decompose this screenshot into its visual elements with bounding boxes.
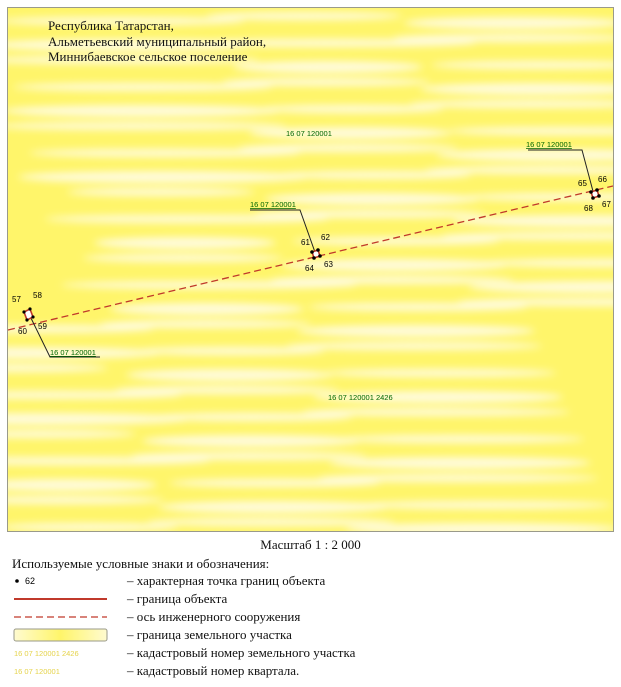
region-line-republic: Республика Татарстан, [48, 18, 174, 33]
legend-parcel-number-symbol [12, 644, 117, 662]
legend-point-symbol [12, 572, 117, 590]
quarter-number-top: 16 07 120001 [286, 129, 332, 138]
region-caption [48, 18, 266, 65]
parcel-texture-band [61, 281, 357, 289]
legend-text-axis: – ось инженерного сооружения [127, 609, 301, 624]
legend-boundary-symbol [12, 590, 117, 608]
parcel-texture-band [249, 127, 451, 139]
region-line-district: Альметьевский муниципальный район, [48, 33, 267, 49]
parcel-texture-band [281, 259, 507, 271]
parcel-texture-band [260, 105, 444, 113]
parcel-texture-band [329, 457, 591, 469]
point-label-61: 61 [301, 238, 310, 247]
quarter-number-callout-right: 16 07 120001 [526, 140, 572, 149]
point-label-64: 64 [305, 264, 314, 273]
map-canvas [8, 8, 613, 531]
legend-row-parcel-number [12, 644, 612, 662]
legend-quarter-number-symbol [12, 662, 117, 680]
point-label-60: 60 [18, 327, 27, 336]
point-label-57: 57 [12, 295, 21, 304]
legend-text-quarter-number: – кадастровый номер квартала. [127, 663, 300, 678]
parcel-texture-band [302, 408, 570, 416]
parcel-texture-band [8, 105, 280, 117]
parcel-texture-band [297, 325, 535, 337]
point-label-59: 59 [38, 322, 47, 331]
parcel-texture-band [126, 369, 332, 381]
parcel-texture-band [286, 342, 542, 350]
parcel-texture-band [356, 501, 612, 509]
legend-row-quarter-number [12, 662, 612, 680]
legend-title: Используемые условные знаки и обозначения: [12, 556, 270, 571]
legend-row-parcel [12, 626, 612, 644]
point-label-63: 63 [324, 260, 333, 269]
parcel-number-label: 16 07 120001 2426 [328, 393, 393, 402]
point-label-66: 66 [598, 175, 607, 184]
legend-quarter-number-sample: 16 07 120001 [14, 667, 60, 676]
parcel-texture-band [147, 518, 395, 526]
point-label-67: 67 [602, 200, 611, 209]
parcel-texture-band [142, 435, 360, 447]
legend-point-number: 62 [25, 576, 36, 586]
legend-text-parcel: – граница земельного участка [127, 627, 292, 642]
region-line-settlement: Миннибаевское сельское поселение [48, 49, 248, 64]
quarter-number-callout-middle: 16 07 120001 [250, 200, 296, 209]
parcel-texture-band [110, 303, 304, 315]
parcel-texture-band [18, 171, 308, 183]
legend-parcel-number-sample: 16 07 120001 2426 [14, 649, 79, 658]
legend-text-boundary: – граница объекта [127, 591, 228, 606]
quarter-number-callout-left: 16 07 120001 [50, 348, 96, 357]
parcel-texture-band [13, 83, 273, 91]
parcel-texture-band [153, 413, 353, 421]
parcel-texture-band [324, 369, 556, 377]
parcel-texture-band [45, 215, 329, 223]
point-label-68: 68 [584, 204, 593, 213]
scale-label: Масштаб 1 : 2 000 [260, 537, 361, 552]
parcel-texture-band [340, 435, 584, 443]
parcel-texture-band [265, 193, 479, 205]
parcel-texture-band [83, 254, 283, 262]
parcel-texture-band [67, 188, 255, 196]
parcel-texture-band [94, 237, 276, 249]
parcel-texture-band [29, 149, 301, 157]
legend-row-axis [12, 608, 612, 626]
parcel-texture-band [308, 303, 528, 311]
parcel-texture-band [276, 171, 472, 179]
parcel-texture-band [158, 501, 388, 513]
legend-row-boundary [12, 590, 612, 608]
point-label-65: 65 [578, 179, 587, 188]
point-label-58: 58 [33, 291, 42, 300]
legend-text-point: – характерная точка границ объекта [127, 573, 326, 588]
parcel-texture-band [169, 479, 381, 487]
legend-axis-symbol [12, 608, 117, 626]
map-frame [7, 7, 614, 532]
parcel-texture-band [222, 78, 430, 86]
point-label-62: 62 [321, 233, 330, 242]
legend-text-parcel-number: – кадастровый номер земельного участка [127, 645, 356, 660]
legend-row-point [12, 572, 612, 590]
legend-parcel-symbol [12, 626, 117, 644]
parcel-texture-band [137, 347, 325, 355]
